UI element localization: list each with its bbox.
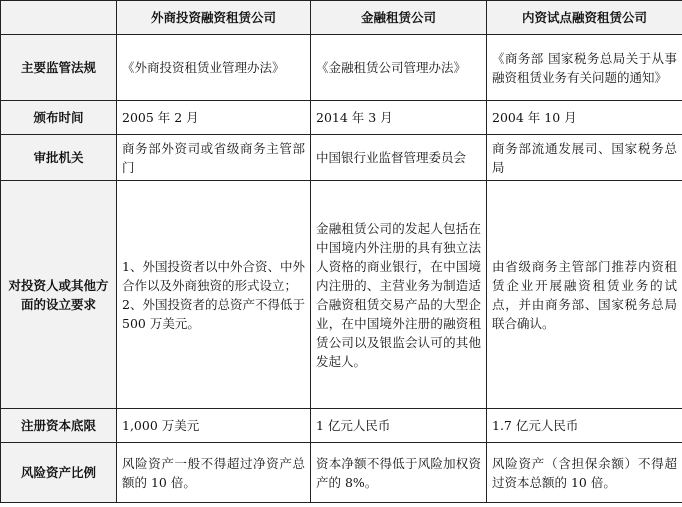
cell-financial-risk-asset-ratio: 资本净额不得低于风险加权资产的 8%。 [311,443,487,503]
header-domestic-pilot-leasing: 内资试点融资租赁公司 [487,1,682,35]
cell-foreign-approval-authority: 商务部外资司或省级商务主管部门 [117,135,311,181]
row-label-establishment-requirements: 对投资人或其他方面的设立要求 [1,181,117,409]
header-row [1,1,682,35]
table-row [1,135,682,181]
row-label-approval-authority: 审批机关 [1,135,117,181]
table-row [1,35,682,101]
row-label-issue-date: 颁布时间 [1,101,117,135]
table-row [1,101,682,135]
cell-domestic-min-registered-capital: 1.7 亿元人民币 [487,409,682,443]
cell-financial-min-registered-capital: 1 亿元人民币 [311,409,487,443]
cell-foreign-issue-date: 2005 年 2 月 [117,101,311,135]
cell-domestic-establishment-requirements: 由省级商务主管部门推荐内资租赁企业开展融资租赁业务的试点，并由商务部、国家税务总局联合确认。 [487,181,682,409]
cell-foreign-min-registered-capital: 1,000 万美元 [117,409,311,443]
row-label-min-registered-capital: 注册资本底限 [1,409,117,443]
cell-financial-establishment-requirements: 金融租赁公司的发起人包括在中国境内外注册的具有独立法人资格的商业银行，在中国境内注册的、主营业务为制造适合融资租赁交易产品的大型企业，在中国境外注册的融资租赁公司以及银监会认可的其他发起人。 [311,181,487,409]
cell-financial-issue-date: 2014 年 3 月 [311,101,487,135]
cell-foreign-risk-asset-ratio: 风险资产一般不得超过净资产总额的 10 倍。 [117,443,311,503]
table-row [1,409,682,443]
row-label-regulation: 主要监管法规 [1,35,117,101]
cell-domestic-risk-asset-ratio: 风险资产（含担保余额）不得超过资本总额的 10 倍。 [487,443,682,503]
table-row [1,181,682,409]
cell-domestic-approval-authority: 商务部流通发展司、国家税务总局 [487,135,682,181]
table-row [1,443,682,503]
header-corner [1,1,117,35]
cell-financial-approval-authority: 中国银行业监督管理委员会 [311,135,487,181]
header-financial-leasing: 金融租赁公司 [311,1,487,35]
cell-domestic-regulation: 《商务部 国家税务总局关于从事融资租赁业务有关问题的通知》 [487,35,682,101]
cell-foreign-regulation: 《外商投资租赁业管理办法》 [117,35,311,101]
cell-financial-regulation: 《金融租赁公司管理办法》 [311,35,487,101]
header-foreign-leasing: 外商投资融资租赁公司 [117,1,311,35]
cell-domestic-issue-date: 2004 年 10 月 [487,101,682,135]
row-label-risk-asset-ratio: 风险资产比例 [1,443,117,503]
cell-foreign-establishment-requirements: 1、外国投资者以中外合资、中外合作以及外商独资的形式设立； 2、外国投资者的总资产不得低于 500 万美元。 [117,181,311,409]
